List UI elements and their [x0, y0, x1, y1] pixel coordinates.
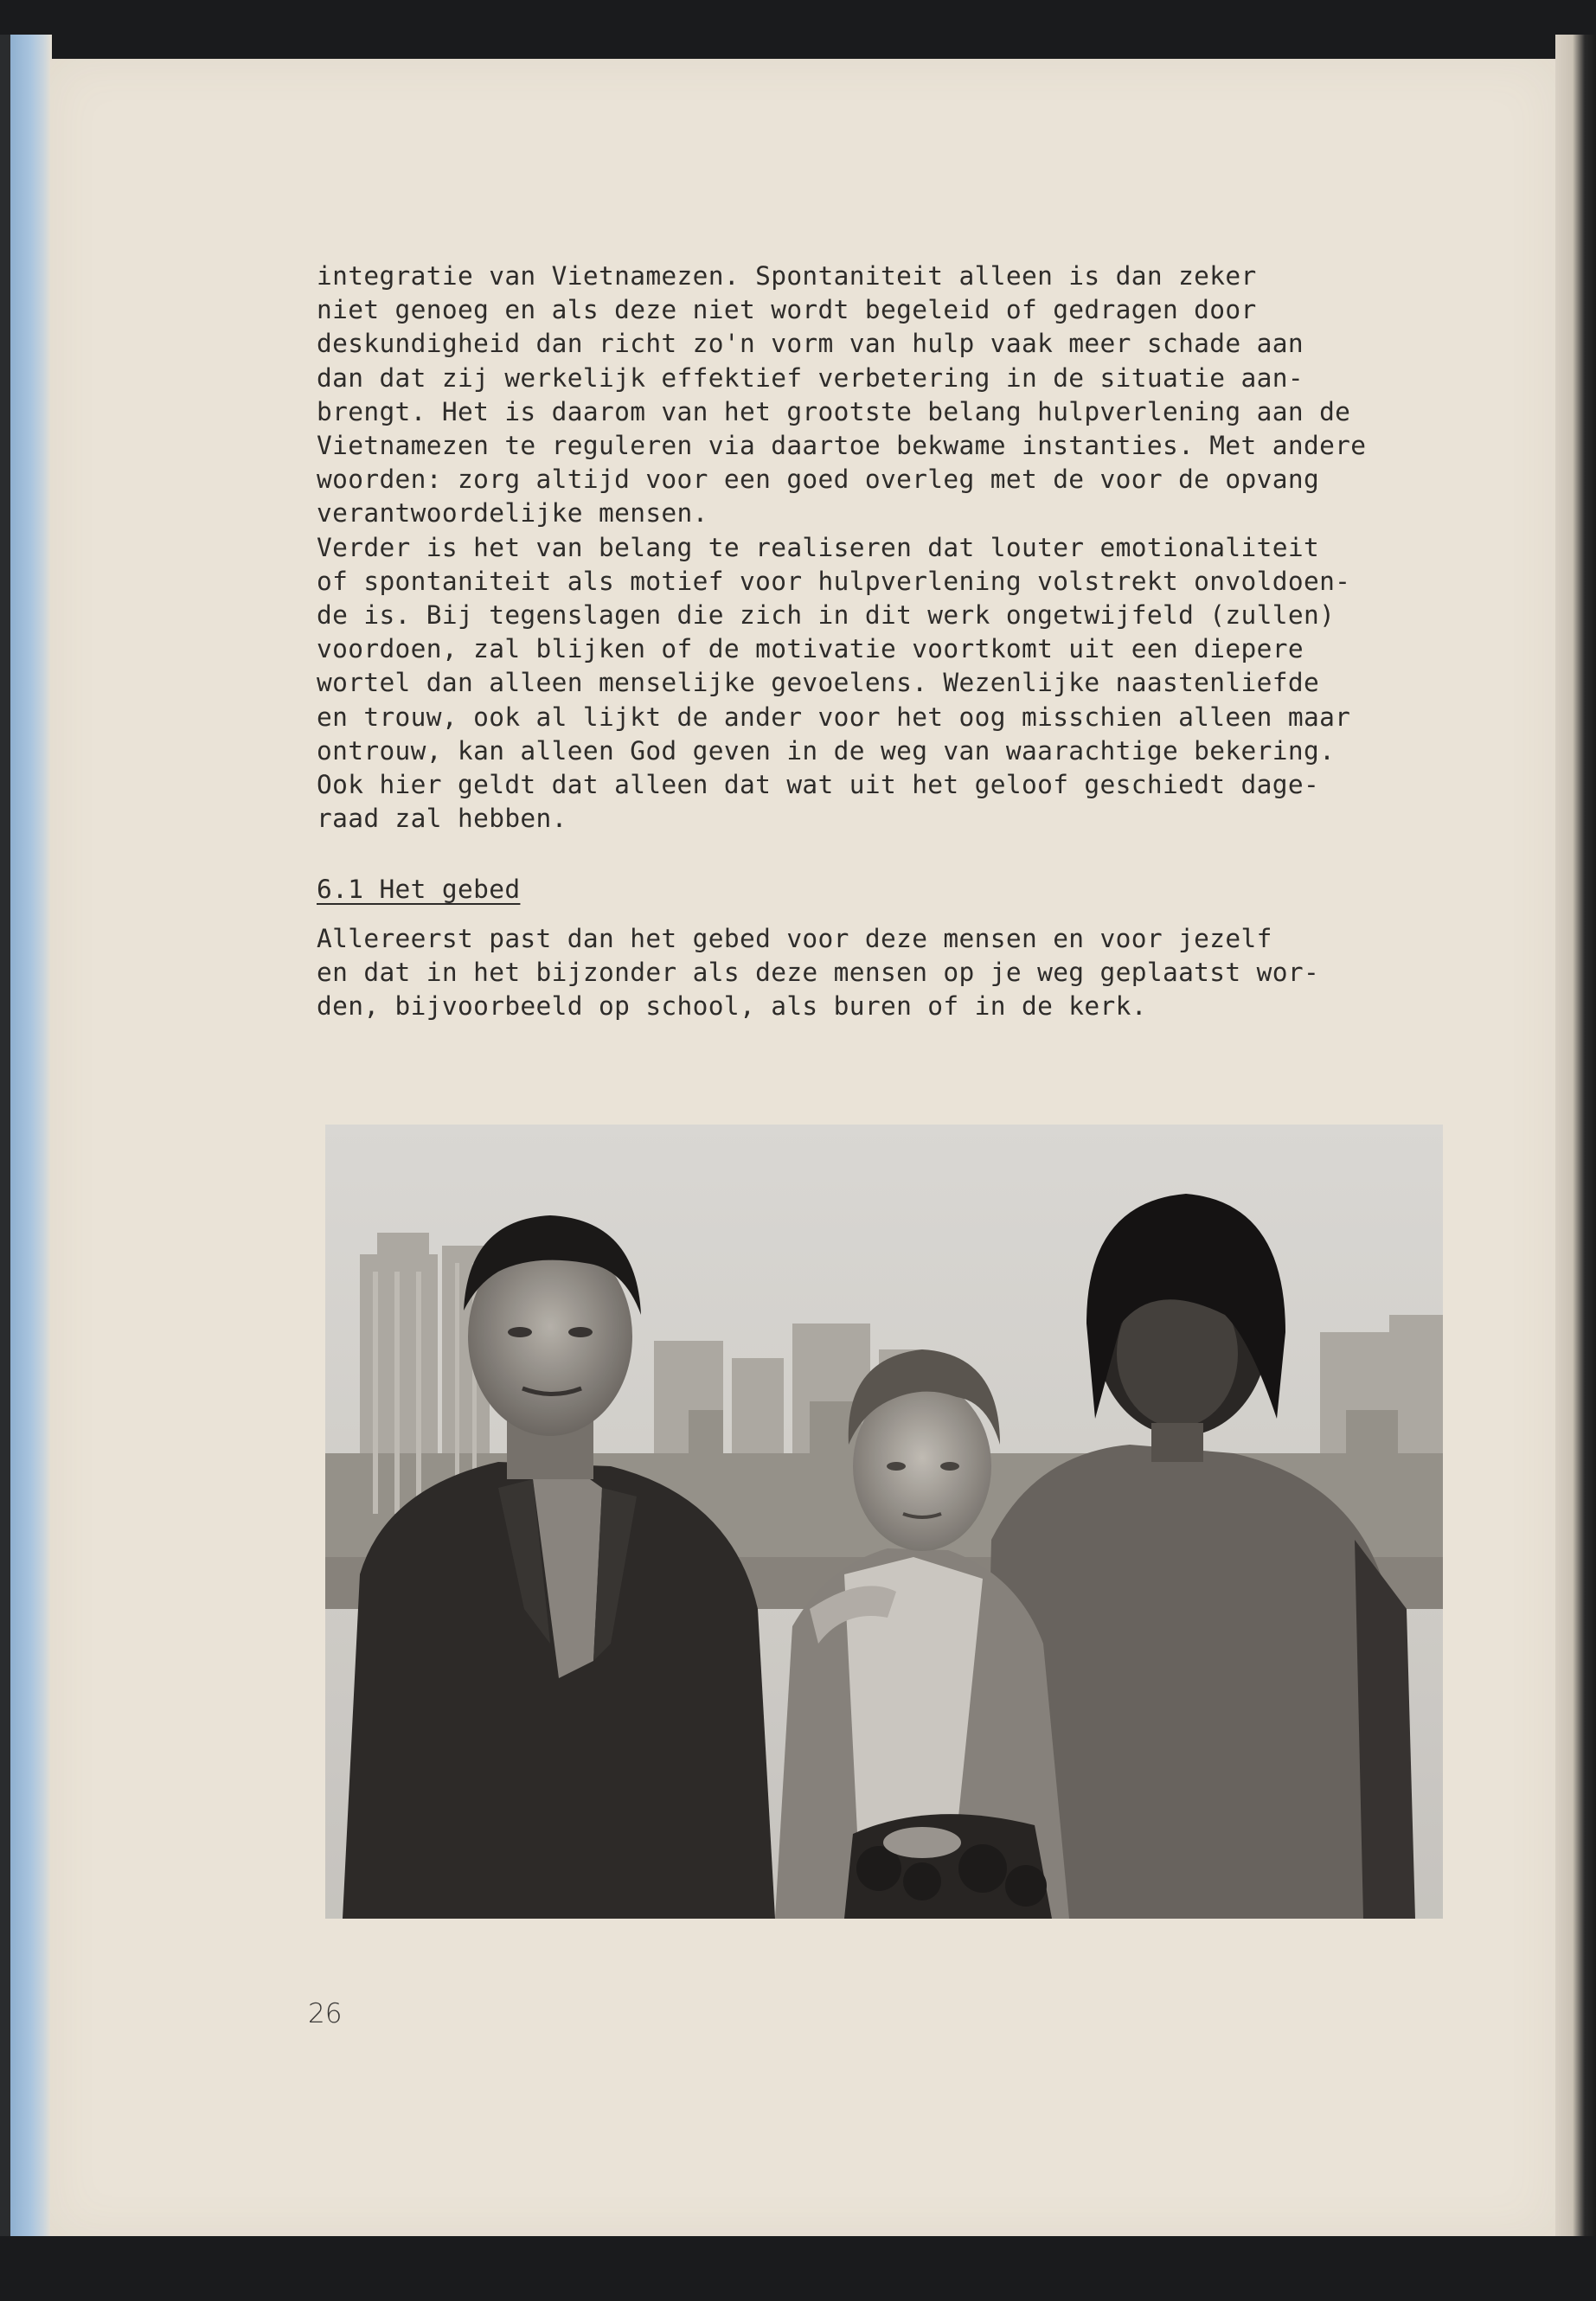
text-line: integratie van Vietnamezen. Spontaniteit alleen is dan zeker — [317, 261, 1257, 291]
text-line: woorden: zorg altijd voor een goed overleg met de voor de opvang — [317, 465, 1320, 495]
paragraph-gebed — [317, 922, 1510, 1024]
page-number: 26 — [308, 1998, 343, 2029]
text-line: den, bijvoorbeeld op school, als buren of in de kerk. — [317, 991, 1147, 1022]
text-line: voordoen, zal blijken of de motivatie voortkomt uit een diepere — [317, 634, 1304, 664]
scan-top-border — [0, 0, 1596, 61]
photo-illustration — [325, 1125, 1443, 1919]
book-spine — [0, 35, 52, 2245]
text-line: niet genoeg en als deze niet wordt begeleid of gedragen door — [317, 295, 1257, 325]
text-line: Allereerst past dan het gebed voor deze mensen en voor jezelf — [317, 924, 1272, 953]
text-line: wortel dan alleen menselijke gevoelens. Wezenlijke naastenliefde — [317, 668, 1320, 698]
text-line: dan dat zij werkelijk effektief verbetering in de situatie aan- — [317, 362, 1304, 393]
text-line: Ook hier geldt dat alleen dat wat uit het geloof geschiedt dage- — [317, 770, 1320, 800]
text-line: en trouw, ook al lijkt de ander voor het oog misschien alleen maar — [317, 702, 1351, 732]
scan-bottom-border — [0, 2236, 1596, 2301]
text-line: Vietnamezen te reguleren via daartoe bekwame instanties. Met andere — [317, 431, 1367, 461]
text-line: deskundigheid dan richt zo'n vorm van hulp vaak meer schade aan — [317, 329, 1304, 359]
text-line: de is. Bij tegenslagen die zich in dit werk ongetwijfeld (zullen) — [317, 600, 1336, 631]
paragraph-intro — [317, 260, 1510, 836]
section-heading: 6.1 Het gebed — [317, 875, 521, 904]
text-line: raad zal hebben. — [317, 804, 567, 834]
text-line: of spontaniteit als motief voor hulpverlening volstrekt onvoldoen- — [317, 566, 1351, 596]
text-line: en dat in het bijzonder als deze mensen op je weg geplaatst wor- — [317, 958, 1320, 988]
text-line: ontrouw, kan alleen God geven in de weg van waarachtige bekering. — [317, 735, 1336, 766]
text-line: Verder is het van belang te realiseren dat louter emotionaliteit — [317, 532, 1320, 562]
group-photo — [325, 1125, 1443, 1919]
text-line: brengt. Het is daarom van het grootste belang hulpverlening aan de — [317, 396, 1351, 426]
text-line: verantwoordelijke mensen. — [317, 498, 708, 529]
page-right-edge — [1555, 35, 1596, 2245]
